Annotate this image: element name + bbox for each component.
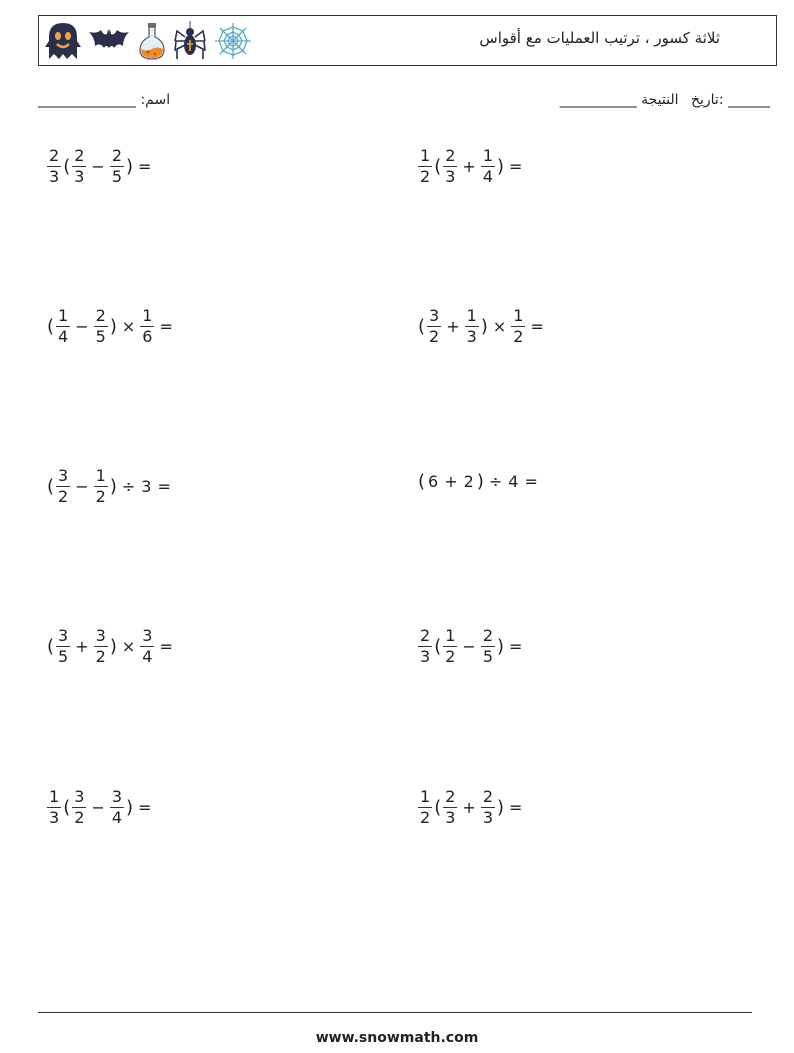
parenthesis: ) xyxy=(109,635,117,657)
fraction xyxy=(94,628,108,665)
numerator: 2 xyxy=(420,626,431,645)
fraction xyxy=(72,789,86,826)
numerator: 3 xyxy=(74,787,85,806)
footer-divider xyxy=(38,1012,752,1013)
parenthesis: ) xyxy=(109,475,117,497)
fraction xyxy=(418,628,432,665)
operator: = xyxy=(509,636,523,656)
problem-5 xyxy=(46,468,175,505)
operator: ÷ xyxy=(488,472,503,491)
numerator: 1 xyxy=(420,787,431,806)
result-field: النتيجة ___________ xyxy=(559,92,679,108)
operator: − xyxy=(75,476,89,496)
parenthesis: ) xyxy=(497,155,505,177)
operator: − xyxy=(91,797,105,817)
parenthesis: ( xyxy=(47,475,55,497)
operator: + xyxy=(462,797,476,817)
problem-6 xyxy=(417,473,542,491)
date-score-fields xyxy=(552,92,770,108)
numerator: 2 xyxy=(49,146,60,165)
fraction xyxy=(94,468,108,505)
operator: = xyxy=(157,476,171,496)
operator: = xyxy=(509,156,523,176)
denominator: 3 xyxy=(49,808,60,827)
integer: 4 xyxy=(508,472,519,491)
operator: = xyxy=(509,797,523,817)
parenthesis: ) xyxy=(497,796,505,818)
fraction xyxy=(427,308,441,345)
numerator: 1 xyxy=(95,466,106,485)
fraction xyxy=(140,628,154,665)
denominator: 5 xyxy=(95,327,106,346)
numerator: 3 xyxy=(58,466,69,485)
operator: + xyxy=(75,636,89,656)
numerator: 1 xyxy=(466,306,477,325)
operator: = xyxy=(530,316,544,336)
parenthesis: ( xyxy=(418,471,426,492)
fraction xyxy=(443,789,457,826)
fraction xyxy=(443,628,457,665)
fraction xyxy=(110,789,124,826)
parenthesis: ( xyxy=(434,796,442,818)
denominator: 2 xyxy=(74,808,85,827)
fraction xyxy=(56,628,70,665)
fraction xyxy=(56,308,70,345)
operator: = xyxy=(159,636,173,656)
problem-3 xyxy=(46,308,177,345)
fraction xyxy=(511,308,525,345)
denominator: 3 xyxy=(466,327,477,346)
numerator: 2 xyxy=(95,306,106,325)
integer: 3 xyxy=(141,476,152,496)
problem-8 xyxy=(417,628,526,665)
denominator: 5 xyxy=(482,647,493,666)
numerator: 2 xyxy=(74,146,85,165)
denominator: 3 xyxy=(49,167,60,186)
operator: + xyxy=(444,472,458,491)
denominator: 2 xyxy=(429,327,440,346)
footer-url: www.snowmath.com xyxy=(315,1030,479,1046)
operator: = xyxy=(524,472,538,491)
integer: 2 xyxy=(463,472,474,491)
numerator: 1 xyxy=(142,306,153,325)
numerator: 2 xyxy=(445,787,456,806)
parenthesis: ) xyxy=(126,796,134,818)
numerator: 2 xyxy=(482,626,493,645)
operator: = xyxy=(159,316,173,336)
parenthesis: ( xyxy=(434,155,442,177)
operator: ÷ xyxy=(121,476,136,496)
web-icon xyxy=(213,21,253,61)
fraction xyxy=(72,148,86,185)
problem-7 xyxy=(46,628,177,665)
denominator: 6 xyxy=(142,327,153,346)
denominator: 2 xyxy=(95,647,106,666)
parenthesis: ) xyxy=(126,155,134,177)
parenthesis: ( xyxy=(63,155,71,177)
parenthesis: ( xyxy=(418,315,426,337)
icon-strip xyxy=(45,20,253,62)
operator: + xyxy=(446,316,460,336)
problem-2 xyxy=(417,148,526,185)
parenthesis: ) xyxy=(480,315,488,337)
numerator: 1 xyxy=(49,787,60,806)
denominator: 4 xyxy=(58,327,69,346)
problem-10 xyxy=(417,789,526,826)
denominator: 3 xyxy=(74,167,85,186)
denominator: 3 xyxy=(445,808,456,827)
operator: = xyxy=(138,156,152,176)
parenthesis: ( xyxy=(434,635,442,657)
fraction xyxy=(47,148,61,185)
parenthesis: ) xyxy=(497,635,505,657)
numerator: 2 xyxy=(482,787,493,806)
operator: × xyxy=(492,316,507,336)
fraction xyxy=(56,468,70,505)
numerator: 1 xyxy=(58,306,69,325)
denominator: 2 xyxy=(420,167,431,186)
denominator: 2 xyxy=(95,487,106,506)
denominator: 2 xyxy=(445,647,456,666)
date-field: ______ :تاريخ xyxy=(690,92,770,108)
fraction xyxy=(94,308,108,345)
numerator: 3 xyxy=(142,626,153,645)
integer: 6 xyxy=(428,472,439,491)
parenthesis: ( xyxy=(63,796,71,818)
fraction xyxy=(443,148,457,185)
bat-icon xyxy=(87,26,131,56)
denominator: 5 xyxy=(111,167,122,186)
numerator: 1 xyxy=(482,146,493,165)
operator: × xyxy=(121,316,136,336)
numerator: 1 xyxy=(445,626,456,645)
fraction xyxy=(140,308,154,345)
denominator: 2 xyxy=(420,808,431,827)
denominator: 3 xyxy=(420,647,431,666)
denominator: 5 xyxy=(58,647,69,666)
problem-9 xyxy=(46,789,155,826)
numerator: 3 xyxy=(58,626,69,645)
denominator: 3 xyxy=(482,808,493,827)
numerator: 2 xyxy=(445,146,456,165)
parenthesis: ) xyxy=(476,471,484,492)
fraction xyxy=(481,789,495,826)
operator: − xyxy=(462,636,476,656)
problem-4 xyxy=(417,308,548,345)
operator: − xyxy=(91,156,105,176)
denominator: 4 xyxy=(111,808,122,827)
numerator: 3 xyxy=(95,626,106,645)
worksheet-title: ثلاثة كسور ، ترتيب العمليات مع أقواس xyxy=(479,29,720,47)
fraction xyxy=(481,628,495,665)
fraction xyxy=(465,308,479,345)
fraction xyxy=(47,789,61,826)
operator: − xyxy=(75,316,89,336)
operator: + xyxy=(462,156,476,176)
denominator: 2 xyxy=(513,327,524,346)
ghost-icon xyxy=(45,21,81,61)
parenthesis: ) xyxy=(109,315,117,337)
fraction xyxy=(418,148,432,185)
numerator: 3 xyxy=(111,787,122,806)
numerator: 1 xyxy=(513,306,524,325)
fraction xyxy=(110,148,124,185)
numerator: 2 xyxy=(111,146,122,165)
denominator: 4 xyxy=(482,167,493,186)
denominator: 3 xyxy=(445,167,456,186)
name-field: اسم: ______________ xyxy=(38,92,171,108)
numerator: 3 xyxy=(429,306,440,325)
header-box xyxy=(38,15,777,66)
potion-icon xyxy=(137,21,167,61)
spider-icon xyxy=(173,21,207,61)
parenthesis: ( xyxy=(47,635,55,657)
problem-1 xyxy=(46,148,155,185)
fraction xyxy=(418,789,432,826)
denominator: 2 xyxy=(58,487,69,506)
denominator: 4 xyxy=(142,647,153,666)
parenthesis: ( xyxy=(47,315,55,337)
operator: × xyxy=(121,636,136,656)
fraction xyxy=(481,148,495,185)
operator: = xyxy=(138,797,152,817)
numerator: 1 xyxy=(420,146,431,165)
